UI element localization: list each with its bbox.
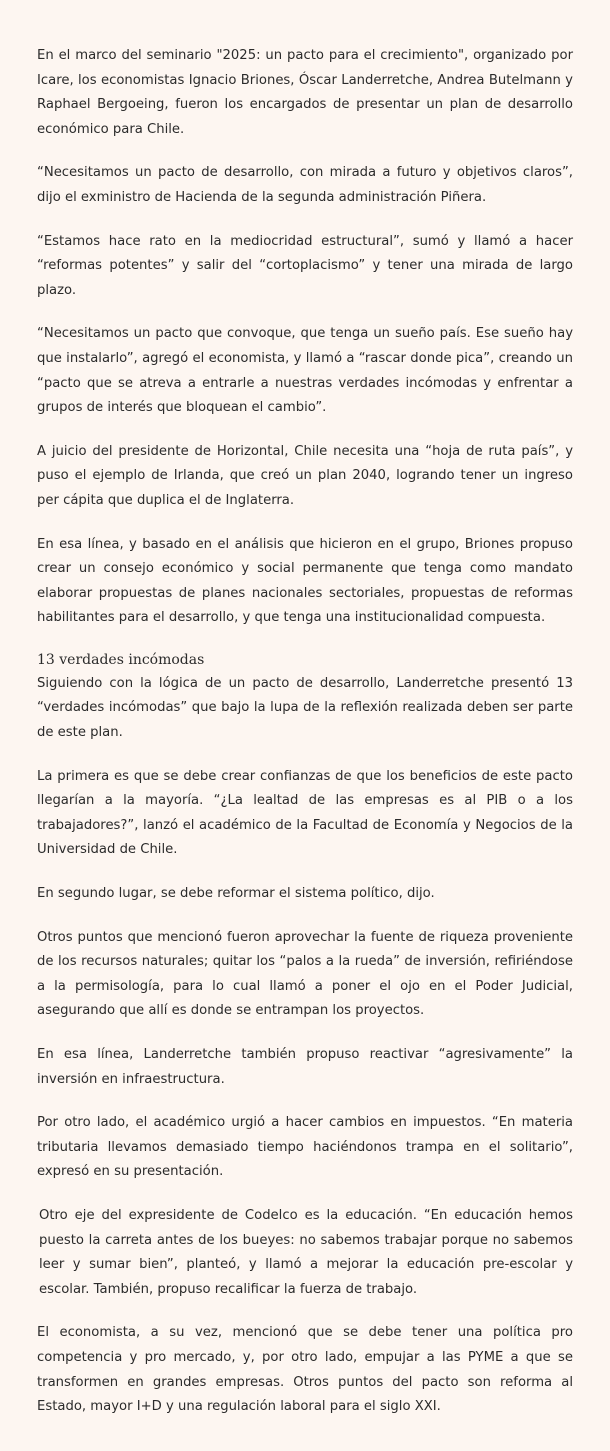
paragraph: Otros puntos que mencionó fueron aprovechar la fuente de riqueza proveniente de los recursos naturales; quitar los “palos a la rueda” de inversión, refiriéndose a la permisología, para lo cual llamó a poner el ojo en el Poder Judicial, asegurando que allí es donde se entrampan los proyectos. <box>37 929 573 1019</box>
article-body <box>37 44 573 1439</box>
paragraph: En segundo lugar, se debe reformar el sistema político, dijo. <box>37 886 435 902</box>
paragraph: En esa línea, Landerretche también propuso reactivar “agresivamente” la inversión en infraestructura. <box>37 1047 573 1087</box>
paragraph: “Necesitamos un pacto que convoque, que tenga un sueño país. Ese sueño hay que instalarlo”, agregó el economista, y llamó a “rascar donde pica”, creando un “pacto que se atreva a entrarle a nuestras verdades incómodas y enfrentar a grupos de interés que bloquean el cambio”. <box>37 326 573 416</box>
paragraph: Por otro lado, el académico urgió a hacer cambios en impuestos. “En materia tributaria llevamos demasiado tiempo haciéndonos trampa en el solitario”, expresó en su presentación. <box>37 1115 573 1180</box>
paragraph: En el marco del seminario "2025: un pacto para el crecimiento", organizado por Icare, los economistas Ignacio Briones, Óscar Landerretche, Andrea Butelmann y Raphael Bergoeing, fueron los encargados de presentar un plan de desarrollo económico para Chile. <box>37 48 573 137</box>
paragraph: Siguiendo con la lógica de un pacto de desarrollo, Landerretche presentó 13 “verdades incómodas” que bajo la lupa de la reflexión realizada deben ser parte de este plan. <box>37 675 573 741</box>
paragraph: “Necesitamos un pacto de desarrollo, con mirada a futuro y objetivos claros”, dijo el exministro de Hacienda de la segunda administración Piñera. <box>37 165 573 205</box>
paragraph: En esa línea, y basado en el análisis que hicieron en el grupo, Briones propuso crear un consejo económico y social permanente que tenga como mandato elaborar propuestas de planes nacionales sectoriales, propuestas de reformas habilitantes para el desarrollo, y que tenga una institucionalidad compuesta. <box>37 536 573 626</box>
paragraph: “Estamos hace rato en la mediocridad estructural”, sumó y llamó a hacer “reformas potentes” y salir del “cortoplacismo” y tener una mirada de largo plazo. <box>37 233 573 298</box>
paragraph: A juicio del presidente de Horizontal, Chile necesita una “hoja de ruta país”, y puso el ejemplo de Irlanda, que creó un plan 2040, logrando tener un ingreso per cápita que duplica el de Inglaterra. <box>37 443 573 508</box>
paragraph: Otro eje del expresidente de Codelco es la educación. “En educación hemos puesto la carreta antes de los bueyes: no sabemos trabajar porque no sabemos leer y sumar bien”, planteó, y llamó a mejorar la educación pre-escolar y escolar. También, propuso recalificar la fuerza de trabajo. <box>39 1207 573 1297</box>
paragraph: El economista, a su vez, mencionó que se debe tener una política pro competencia y pro mercado, y, por otro lado, empujar a las PYME a que se transformen en grandes empresas. Otros puntos del pacto son reforma al Estado, mayor I+D y una regulación laboral para el siglo XXI. <box>37 1325 573 1415</box>
paragraph: La primera es que se debe crear confianzas de que los beneficios de este pacto llegarían a la mayoría. “¿La lealtad de las empresas es al PIB o a los trabajadores?”, lanzó el académico de la Facultad de Economía y Negocios de la Universidad de Chile. <box>37 768 573 858</box>
section-heading: 13 verdades incómodas <box>37 651 205 668</box>
